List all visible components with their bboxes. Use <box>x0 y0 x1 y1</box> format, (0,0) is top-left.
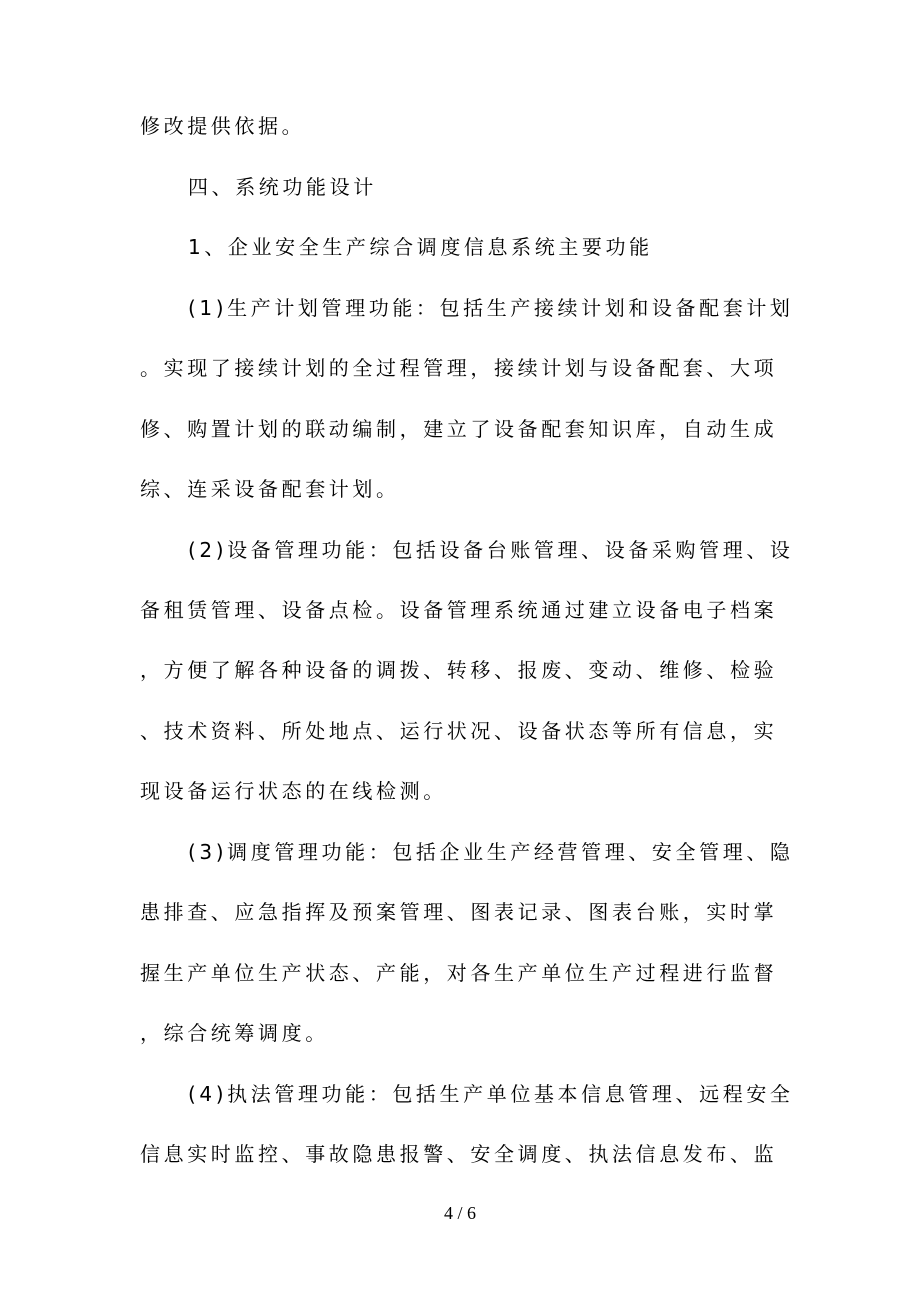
paragraph-1-line-4: 综、连采设备配套计划。 <box>140 477 400 501</box>
paragraph-3-line-1: (3)调度管理功能：包括企业生产经营管理、安全管理、隐 <box>188 840 794 864</box>
paragraph-2-line-2: 备租赁管理、设备点检。设备管理系统通过建立设备电子档案 <box>140 598 778 622</box>
paragraph-4-line-1: (4)执法管理功能：包括生产单位基本信息管理、远程安全 <box>188 1082 794 1106</box>
section-heading: 四、系统功能设计 <box>188 175 377 199</box>
paragraph-2-line-4: 、技术资料、所处地点、运行状况、设备状态等所有信息，实 <box>140 719 778 743</box>
paragraph-3-line-4: ，综合统筹调度。 <box>140 1021 329 1045</box>
paragraph-1-line-1: (1)生产计划管理功能：包括生产接续计划和设备配套计划 <box>188 296 794 320</box>
paragraph-1-line-2: 。实现了接续计划的全过程管理，接续计划与设备配套、大项 <box>140 356 778 380</box>
paragraph-3-line-2: 患排查、应急指挥及预案管理、图表记录、图表台账，实时掌 <box>140 900 778 924</box>
paragraph-2-line-3: ，方便了解各种设备的调拨、转移、报废、变动、维修、检验 <box>140 658 778 682</box>
paragraph-3-line-3: 握生产单位生产状态、产能，对各生产单位生产过程进行监督 <box>140 961 778 985</box>
paragraph-1-line-3: 修、购置计划的联动编制，建立了设备配套知识库，自动生成 <box>140 417 778 441</box>
subsection-heading: 1、企业安全生产综合调度信息系统主要功能 <box>188 235 653 259</box>
page-number: 4 / 6 <box>443 1203 476 1223</box>
paragraph-2-line-5: 现设备运行状态的在线检测。 <box>140 779 447 803</box>
paragraph-continuation: 修改提供依据。 <box>140 114 306 138</box>
paragraph-2-line-1: (2)设备管理功能：包括设备台账管理、设备采购管理、设 <box>188 538 794 562</box>
paragraph-4-line-2: 信息实时监控、事故隐患报警、安全调度、执法信息发布、监 <box>140 1142 778 1166</box>
